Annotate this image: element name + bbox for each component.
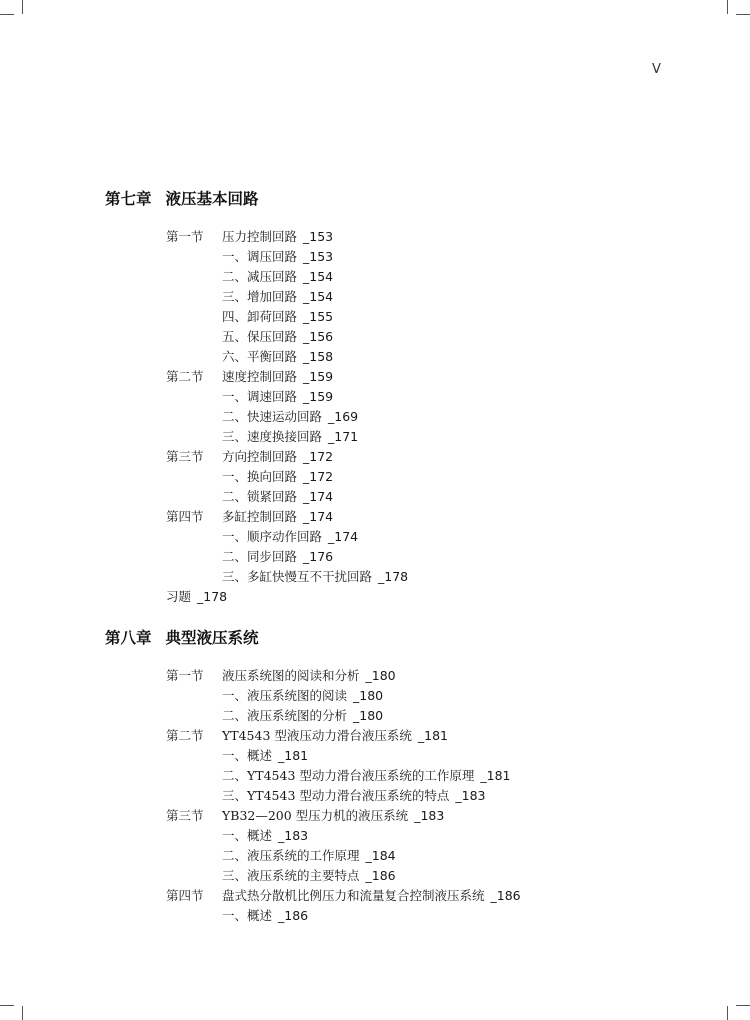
section-title-line xyxy=(222,666,396,686)
page-ref: _169 xyxy=(328,409,359,424)
page-ref: _186 xyxy=(365,868,396,883)
item-title: 二、液压系统图的分析 xyxy=(222,708,348,723)
page-ref: _181 xyxy=(417,728,448,743)
exercise-line xyxy=(166,587,227,607)
page-ref: _176 xyxy=(303,549,334,564)
page-ref: _183 xyxy=(455,788,486,803)
item-line xyxy=(222,686,383,706)
section-label: 第一节 xyxy=(166,668,204,683)
chapter-label: 第七章 xyxy=(105,190,152,208)
item-title: 一、概述 xyxy=(222,908,273,923)
page-ref: _153 xyxy=(303,249,334,264)
item-title: 一、液压系统图的阅读 xyxy=(222,688,348,703)
item-title: 一、顺序动作回路 xyxy=(222,529,323,544)
section-title: 多缸控制回路 xyxy=(222,509,298,524)
item-line xyxy=(222,247,333,267)
item-title: 一、概述 xyxy=(222,748,273,763)
section-title: 液压系统图的阅读和分析 xyxy=(222,668,360,683)
section-label: 第二节 xyxy=(166,728,204,743)
section-title: 压力控制回路 xyxy=(222,229,298,244)
page-ref: _158 xyxy=(303,349,334,364)
page-ref: _186 xyxy=(278,908,309,923)
page-ref: _180 xyxy=(353,688,384,703)
item-title: 一、调速回路 xyxy=(222,389,298,404)
page-ref: _155 xyxy=(303,309,334,324)
item-title: 三、多缸快慢互不干扰回路 xyxy=(222,569,373,584)
chapter-title: 典型液压系统 xyxy=(165,629,259,647)
section-label: 第三节 xyxy=(166,808,204,823)
section-label: 第四节 xyxy=(166,509,204,524)
item-line xyxy=(222,307,333,327)
item-line xyxy=(222,427,358,447)
item-title: 二、同步回路 xyxy=(222,549,298,564)
page-ref: _183 xyxy=(414,808,445,823)
page-ref: _171 xyxy=(328,429,359,444)
page-ref: _178 xyxy=(197,589,228,604)
item-title: 五、保压回路 xyxy=(222,329,298,344)
item-line xyxy=(222,846,396,866)
chapter-label: 第八章 xyxy=(105,629,152,647)
item-title: 二、锁紧回路 xyxy=(222,489,298,504)
page-ref: _174 xyxy=(303,489,334,504)
crop-mark xyxy=(727,0,728,14)
section-title-line xyxy=(222,447,333,467)
section-title: YT4543 型液压动力滑台液压系统 xyxy=(222,728,412,743)
item-title: 三、YT4543 型动力滑台液压系统的特点 xyxy=(222,788,450,803)
item-line xyxy=(222,746,308,766)
section-title: 速度控制回路 xyxy=(222,369,298,384)
crop-mark xyxy=(0,1005,14,1006)
section-title: 盘式热分散机比例压力和流量复合控制液压系统 xyxy=(222,888,485,903)
item-line xyxy=(222,327,333,347)
page-ref: _184 xyxy=(365,848,396,863)
section-label: 第二节 xyxy=(166,369,204,384)
item-line xyxy=(222,706,383,726)
section-title-line xyxy=(222,227,333,247)
page-ref: _154 xyxy=(303,289,334,304)
item-title: 二、减压回路 xyxy=(222,269,298,284)
page-ref: _181 xyxy=(278,748,309,763)
section-title-line xyxy=(222,367,333,387)
item-line xyxy=(222,287,333,307)
section-label: 第四节 xyxy=(166,888,204,903)
page-ref: _172 xyxy=(303,449,334,464)
item-line xyxy=(222,387,333,407)
page-ref: _178 xyxy=(378,569,409,584)
crop-mark xyxy=(727,1006,728,1020)
page-ref: _186 xyxy=(490,888,521,903)
item-line xyxy=(222,487,333,507)
item-line xyxy=(222,267,333,287)
item-line xyxy=(222,786,485,806)
item-line xyxy=(222,347,333,367)
crop-mark xyxy=(22,1006,23,1020)
crop-mark xyxy=(0,14,14,15)
exercise-title: 习题 xyxy=(166,589,192,604)
item-line xyxy=(222,866,396,886)
item-title: 二、快速运动回路 xyxy=(222,409,323,424)
section-title-line xyxy=(222,726,448,746)
page-ref: _172 xyxy=(303,469,334,484)
chapter-title: 液压基本回路 xyxy=(165,190,259,208)
item-title: 一、换向回路 xyxy=(222,469,298,484)
crop-mark xyxy=(736,1005,750,1006)
item-line xyxy=(222,826,308,846)
section-title: 方向控制回路 xyxy=(222,449,298,464)
page-ref: _174 xyxy=(303,509,334,524)
section-title-line xyxy=(222,886,521,906)
page-ref: _159 xyxy=(303,369,334,384)
page-ref: _180 xyxy=(365,668,396,683)
chapter-heading xyxy=(105,626,259,648)
item-line xyxy=(222,766,510,786)
crop-mark xyxy=(736,14,750,15)
chapter-heading xyxy=(105,187,259,209)
item-line xyxy=(222,547,333,567)
section-label: 第三节 xyxy=(166,449,204,464)
page-ref: _174 xyxy=(328,529,359,544)
item-title: 一、概述 xyxy=(222,828,273,843)
page-ref: _154 xyxy=(303,269,334,284)
item-line xyxy=(222,467,333,487)
item-title: 三、液压系统的主要特点 xyxy=(222,868,360,883)
page-ref: _183 xyxy=(278,828,309,843)
item-line xyxy=(222,567,408,587)
section-label: 第一节 xyxy=(166,229,204,244)
item-title: 三、速度换接回路 xyxy=(222,429,323,444)
item-title: 二、YT4543 型动力滑台液压系统的工作原理 xyxy=(222,768,475,783)
item-line xyxy=(222,407,358,427)
page-number: V xyxy=(652,62,661,77)
page-ref: _180 xyxy=(353,708,384,723)
item-title: 三、增加回路 xyxy=(222,289,298,304)
page-ref: _181 xyxy=(480,768,511,783)
page-ref: _153 xyxy=(303,229,334,244)
item-title: 四、卸荷回路 xyxy=(222,309,298,324)
crop-mark xyxy=(22,0,23,14)
item-title: 一、调压回路 xyxy=(222,249,298,264)
page-ref: _156 xyxy=(303,329,334,344)
section-title: YB32—200 型压力机的液压系统 xyxy=(222,808,409,823)
item-title: 六、平衡回路 xyxy=(222,349,298,364)
item-line xyxy=(222,906,308,926)
section-title-line xyxy=(222,806,444,826)
item-line xyxy=(222,527,358,547)
section-title-line xyxy=(222,507,333,527)
page-ref: _159 xyxy=(303,389,334,404)
item-title: 二、液压系统的工作原理 xyxy=(222,848,360,863)
